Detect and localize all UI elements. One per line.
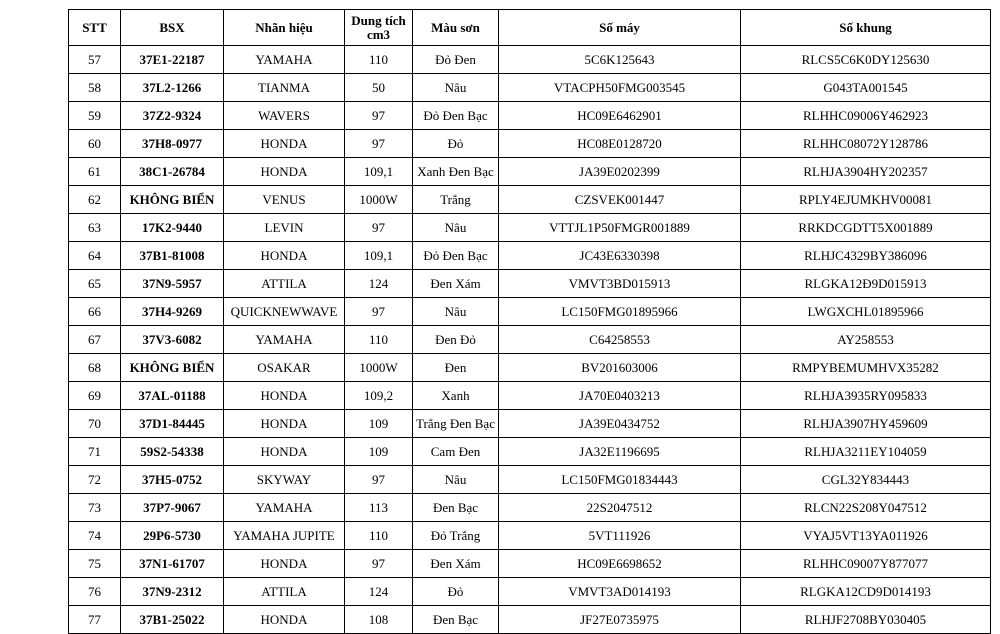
cell-nhan-hieu: HONDA [224,382,345,410]
cell-dung-tich: 97 [345,466,413,494]
cell-so-may: C64258553 [499,326,741,354]
cell-so-khung: RLHHC09006Y462923 [741,102,991,130]
table-row [69,382,991,410]
cell-so-khung: RLCN22S208Y047512 [741,494,991,522]
cell-dung-tich: 97 [345,214,413,242]
cell-dung-tich: 108 [345,606,413,634]
cell-so-may: JA39E0202399 [499,158,741,186]
cell-nhan-hieu: VENUS [224,186,345,214]
cell-dung-tich: 97 [345,130,413,158]
table-row [69,326,991,354]
table-row [69,494,991,522]
table-row [69,298,991,326]
table-row [69,242,991,270]
cell-stt: 62 [69,186,121,214]
table-body [69,46,991,634]
cell-so-khung: RLHJA3907HY459609 [741,410,991,438]
cell-bsx: 37L2-1266 [121,74,224,102]
cell-bsx: 37AL-01188 [121,382,224,410]
table-row [69,130,991,158]
cell-so-khung: CGL32Y834443 [741,466,991,494]
cell-mau-son: Đỏ Trắng [413,522,499,550]
cell-dung-tich: 110 [345,522,413,550]
cell-stt: 67 [69,326,121,354]
cell-bsx: 37N9-5957 [121,270,224,298]
cell-so-may: VTACPH50FMG003545 [499,74,741,102]
cell-stt: 61 [69,158,121,186]
header-stt: STT [69,10,121,46]
cell-nhan-hieu: WAVERS [224,102,345,130]
cell-bsx: 37N9-2312 [121,578,224,606]
cell-so-khung: VYAJ5VT13YA011926 [741,522,991,550]
cell-nhan-hieu: TIANMA [224,74,345,102]
cell-mau-son: Trắng Đen Bạc [413,410,499,438]
cell-bsx: 38C1-26784 [121,158,224,186]
cell-mau-son: Xanh [413,382,499,410]
cell-bsx: 37E1-22187 [121,46,224,74]
cell-stt: 70 [69,410,121,438]
cell-mau-son: Đen Bạc [413,606,499,634]
cell-nhan-hieu: OSAKAR [224,354,345,382]
cell-so-khung: RLHJA3211EY104059 [741,438,991,466]
cell-stt: 72 [69,466,121,494]
cell-so-may: 5VT111926 [499,522,741,550]
cell-dung-tich: 50 [345,74,413,102]
cell-so-khung: RLGKA12CD9D014193 [741,578,991,606]
cell-nhan-hieu: ATTILA [224,270,345,298]
cell-so-may: LC150FMG01895966 [499,298,741,326]
cell-so-may: JA39E0434752 [499,410,741,438]
cell-dung-tich: 1000W [345,354,413,382]
cell-bsx: 37P7-9067 [121,494,224,522]
cell-stt: 75 [69,550,121,578]
header-row [69,10,991,46]
cell-so-may: CZSVEK001447 [499,186,741,214]
table-row [69,46,991,74]
cell-stt: 69 [69,382,121,410]
cell-so-may: HC08E0128720 [499,130,741,158]
cell-bsx: 37V3-6082 [121,326,224,354]
cell-mau-son: Đen Xám [413,550,499,578]
cell-nhan-hieu: HONDA [224,158,345,186]
cell-so-khung: RLHHC09007Y877077 [741,550,991,578]
cell-mau-son: Nâu [413,466,499,494]
cell-so-may: VMVT3AD014193 [499,578,741,606]
cell-so-may: 5C6K125643 [499,46,741,74]
cell-bsx: 37B1-25022 [121,606,224,634]
cell-nhan-hieu: ATTILA [224,578,345,606]
cell-so-may: HC09E6698652 [499,550,741,578]
cell-mau-son: Nâu [413,298,499,326]
cell-so-may: VTTJL1P50FMGR001889 [499,214,741,242]
table-row [69,214,991,242]
cell-stt: 60 [69,130,121,158]
cell-stt: 63 [69,214,121,242]
cell-so-may: 22S2047512 [499,494,741,522]
cell-dung-tich: 113 [345,494,413,522]
cell-stt: 59 [69,102,121,130]
cell-nhan-hieu: HONDA [224,438,345,466]
cell-mau-son: Đỏ Đen Bạc [413,102,499,130]
table-row [69,354,991,382]
cell-so-may: LC150FMG01834443 [499,466,741,494]
table-row [69,74,991,102]
cell-nhan-hieu: SKYWAY [224,466,345,494]
cell-mau-son: Đỏ Đen Bạc [413,242,499,270]
header-nhan-hieu: Nhãn hiệu [224,10,345,46]
cell-mau-son: Nâu [413,214,499,242]
cell-so-khung: RLHJA3935RY095833 [741,382,991,410]
cell-nhan-hieu: QUICKNEWWAVE [224,298,345,326]
cell-dung-tich: 1000W [345,186,413,214]
cell-nhan-hieu: YAMAHA [224,326,345,354]
cell-stt: 68 [69,354,121,382]
table-row [69,270,991,298]
cell-so-khung: RLGKA12Đ9D015913 [741,270,991,298]
cell-so-khung: RLHHC08072Y128786 [741,130,991,158]
cell-bsx: 37D1-84445 [121,410,224,438]
cell-bsx: KHÔNG BIỂN [121,186,224,214]
cell-stt: 57 [69,46,121,74]
cell-dung-tich: 109,1 [345,158,413,186]
cell-nhan-hieu: HONDA [224,130,345,158]
cell-so-may: JC43E6330398 [499,242,741,270]
cell-mau-son: Nâu [413,74,499,102]
cell-dung-tich: 110 [345,46,413,74]
table-row [69,466,991,494]
cell-so-may: VMVT3BD015913 [499,270,741,298]
header-dung-tich: Dung tích cm3 [345,10,413,46]
cell-so-khung: RLHJF2708BY030405 [741,606,991,634]
cell-bsx: 37H8-0977 [121,130,224,158]
cell-stt: 66 [69,298,121,326]
cell-stt: 73 [69,494,121,522]
header-mau-son: Màu sơn [413,10,499,46]
cell-mau-son: Đen Đỏ [413,326,499,354]
cell-stt: 71 [69,438,121,466]
cell-dung-tich: 97 [345,298,413,326]
cell-dung-tich: 109,2 [345,382,413,410]
table-row [69,102,991,130]
cell-bsx: 37H5-0752 [121,466,224,494]
header-bsx: BSX [121,10,224,46]
cell-so-khung: RRKDCGDTT5X001889 [741,214,991,242]
cell-stt: 65 [69,270,121,298]
cell-dung-tich: 109 [345,410,413,438]
cell-nhan-hieu: YAMAHA JUPITE [224,522,345,550]
cell-so-may: JA70E0403213 [499,382,741,410]
cell-nhan-hieu: HONDA [224,410,345,438]
cell-so-may: JF27E0735975 [499,606,741,634]
table-row [69,438,991,466]
table-row [69,158,991,186]
cell-so-khung: LWGXCHL01895966 [741,298,991,326]
cell-mau-son: Trắng [413,186,499,214]
cell-bsx: 17K2-9440 [121,214,224,242]
cell-mau-son: Đỏ [413,130,499,158]
table-row [69,186,991,214]
cell-stt: 76 [69,578,121,606]
cell-stt: 74 [69,522,121,550]
cell-mau-son: Đen [413,354,499,382]
table-header [69,10,991,46]
cell-so-khung: RLHJA3904HY202357 [741,158,991,186]
header-so-khung: Số khung [741,10,991,46]
cell-so-may: JA32E1196695 [499,438,741,466]
cell-mau-son: Cam Đen [413,438,499,466]
cell-mau-son: Đỏ [413,578,499,606]
cell-stt: 77 [69,606,121,634]
cell-dung-tich: 97 [345,102,413,130]
cell-dung-tich: 109 [345,438,413,466]
cell-bsx: 29P6-5730 [121,522,224,550]
table-row [69,410,991,438]
cell-dung-tich: 97 [345,550,413,578]
cell-mau-son: Đen Xám [413,270,499,298]
cell-nhan-hieu: YAMAHA [224,494,345,522]
cell-so-khung: RPLY4EJUMKHV00081 [741,186,991,214]
table-row [69,550,991,578]
cell-so-may: HC09E6462901 [499,102,741,130]
table-row [69,606,991,634]
cell-dung-tich: 124 [345,270,413,298]
cell-mau-son: Đỏ Đen [413,46,499,74]
cell-bsx: 37Z2-9324 [121,102,224,130]
cell-nhan-hieu: HONDA [224,550,345,578]
vehicle-table [68,9,991,634]
table-row [69,522,991,550]
cell-nhan-hieu: HONDA [224,242,345,270]
cell-dung-tich: 110 [345,326,413,354]
cell-bsx: 37H4-9269 [121,298,224,326]
cell-dung-tich: 109,1 [345,242,413,270]
cell-stt: 64 [69,242,121,270]
cell-mau-son: Xanh Đen Bạc [413,158,499,186]
cell-dung-tich: 124 [345,578,413,606]
cell-so-khung: RMPYBEMUMHVX35282 [741,354,991,382]
cell-nhan-hieu: LEVIN [224,214,345,242]
cell-mau-son: Đen Bạc [413,494,499,522]
cell-so-khung: RLCS5C6K0DY125630 [741,46,991,74]
cell-stt: 58 [69,74,121,102]
cell-so-may: BV201603006 [499,354,741,382]
cell-so-khung: AY258553 [741,326,991,354]
header-so-may: Số máy [499,10,741,46]
cell-so-khung: G043TA001545 [741,74,991,102]
cell-so-khung: RLHJC4329BY386096 [741,242,991,270]
cell-bsx: 37N1-61707 [121,550,224,578]
cell-nhan-hieu: YAMAHA [224,46,345,74]
cell-bsx: KHÔNG BIỂN [121,354,224,382]
cell-bsx: 37B1-81008 [121,242,224,270]
table-row [69,578,991,606]
cell-bsx: 59S2-54338 [121,438,224,466]
cell-nhan-hieu: HONDA [224,606,345,634]
